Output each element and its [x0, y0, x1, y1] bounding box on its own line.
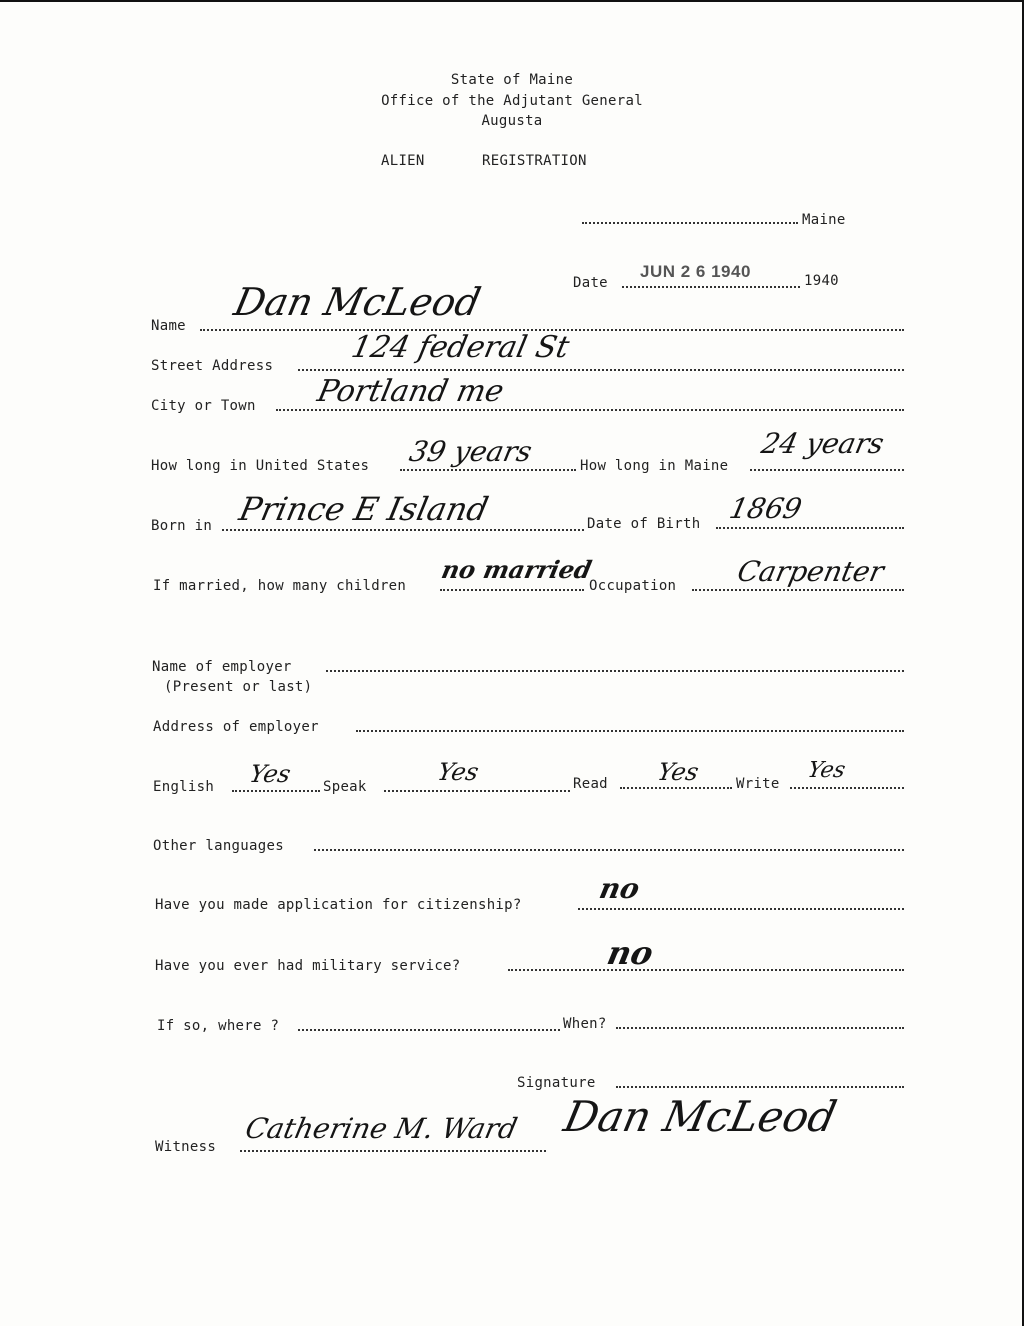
date-year: 1940 — [804, 273, 839, 289]
write-label: Write — [736, 776, 780, 792]
english-label: English — [153, 779, 215, 795]
speak-dots — [384, 790, 570, 792]
when-label: When? — [563, 1016, 607, 1032]
employer-dots — [326, 670, 904, 672]
place-dots — [582, 222, 798, 224]
citizenship-label: Have you made application for citizenship? — [155, 897, 522, 913]
employer-address-label: Address of employer — [153, 719, 319, 735]
header-city: Augusta — [481, 113, 543, 129]
born-in-value: Prince E Island — [235, 490, 492, 528]
where-dots — [298, 1029, 560, 1031]
header-office: Office of the Adjutant General — [381, 93, 643, 109]
street-value: 124 federal St — [348, 330, 573, 365]
military-label: Have you ever had military service? — [155, 958, 461, 974]
military-dots — [508, 969, 904, 971]
read-value: Yes — [655, 758, 702, 786]
street-label: Street Address — [151, 358, 274, 374]
citizenship-value: no — [596, 872, 643, 905]
city-dots — [276, 409, 904, 411]
street-dots — [298, 369, 904, 371]
born-in-label: Born in — [151, 518, 213, 534]
city-label: City or Town — [151, 398, 256, 414]
children-value: no married — [438, 555, 595, 584]
dob-dots — [716, 527, 904, 529]
when-dots — [616, 1027, 904, 1029]
witness-label: Witness — [155, 1139, 217, 1155]
date-stamp: JUN 2 6 1940 — [640, 262, 751, 281]
signature-label: Signature — [517, 1075, 596, 1091]
english-dots — [232, 790, 320, 792]
occupation-dots — [692, 589, 904, 591]
dob-label: Date of Birth — [587, 516, 701, 532]
citizenship-dots — [578, 908, 904, 910]
how-long-us-value: 39 years — [406, 435, 535, 468]
place-suffix: Maine — [802, 212, 846, 228]
write-value: Yes — [805, 758, 848, 783]
employer-address-dots — [356, 730, 904, 732]
how-long-maine-dots — [750, 469, 904, 471]
children-dots — [440, 589, 584, 591]
military-value: no — [603, 934, 657, 972]
how-long-us-dots — [400, 469, 576, 471]
witness-dots — [240, 1150, 546, 1152]
write-dots — [790, 787, 904, 789]
read-dots — [620, 787, 732, 789]
children-label: If married, how many children — [153, 578, 407, 594]
city-value: Portland me — [314, 374, 507, 409]
occupation-value: Carpenter — [734, 555, 887, 588]
form-title-alien: ALIEN — [381, 153, 425, 169]
signature-dots — [616, 1086, 904, 1088]
signature-value: Dan McLeod — [559, 1092, 841, 1141]
date-label: Date — [573, 275, 608, 291]
where-label: If so, where ? — [157, 1018, 280, 1034]
name-label: Name — [151, 318, 186, 334]
dob-value: 1869 — [726, 492, 805, 525]
other-languages-label: Other languages — [153, 838, 284, 854]
employer-label: Name of employer — [152, 659, 292, 675]
other-languages-dots — [314, 849, 904, 851]
speak-value: Yes — [435, 758, 482, 786]
employer-sublabel: (Present or last) — [164, 679, 313, 695]
english-value: Yes — [247, 760, 294, 788]
how-long-maine-label: How long in Maine — [580, 458, 729, 474]
born-in-dots — [222, 529, 584, 531]
header-state: State of Maine — [450, 72, 574, 88]
form-title-registration: REGISTRATION — [482, 153, 587, 169]
how-long-us-label: How long in United States — [151, 458, 370, 474]
date-dots — [622, 286, 800, 288]
occupation-label: Occupation — [589, 578, 677, 594]
speak-label: Speak — [323, 779, 367, 795]
witness-value: Catherine M. Ward — [242, 1112, 521, 1145]
read-label: Read — [573, 776, 608, 792]
how-long-maine-value: 24 years — [758, 427, 887, 460]
name-value: Dan McLeod — [230, 280, 485, 324]
